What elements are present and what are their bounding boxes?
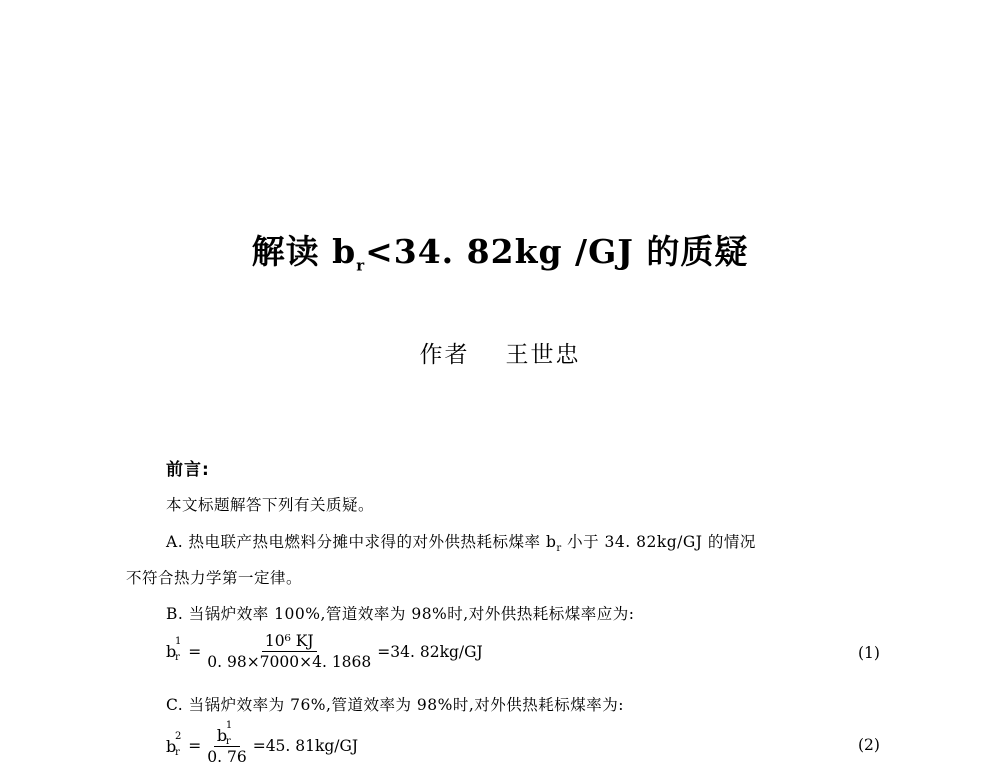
eq1-symbol: b 1 r (166, 636, 182, 663)
eq2-numerator: b 1 r (214, 726, 240, 747)
point-a-line1 (166, 530, 756, 554)
eq1-numerator: 10⁶ KJ (262, 632, 317, 652)
point-a-text-end: 小于 34. 82kg/GJ 的情况 (561, 533, 756, 551)
paper-title (0, 226, 1000, 275)
point-a-subscript: r (556, 543, 562, 555)
title-prefix: 解读 b (251, 232, 357, 271)
author-label: 作者 (419, 342, 470, 368)
point-a-line2: 不符合热力学第一定律。 (126, 569, 303, 587)
point-a-text: A. 热电联产热电燃料分摊中求得的对外供热耗标煤率 b (166, 533, 557, 551)
author-name: 王世忠 (505, 342, 581, 368)
eq2-fraction (204, 720, 249, 766)
point-b: B. 当锅炉效率 100%,管道效率为 98%时,对外供热耗标煤率应为: (166, 605, 635, 623)
author-line (0, 336, 1000, 369)
point-c: C. 当锅炉效率为 76%,管道效率为 98%时,对外供热耗标煤率为: (166, 696, 624, 714)
eq2-denominator: 0. 76 (207, 748, 247, 766)
equation-1-number: (1) (858, 644, 880, 662)
equation-1: b 1 r = $\frac{\text{10⁶ KJ}}{0. 98\times 7000\times 4. 1868}$ =34. 82kg/GJ (166, 632, 483, 671)
title-subscript: r (356, 256, 366, 275)
equation-2-number: (2) (858, 736, 880, 754)
eq1-denominator: 0. 98×7000×4. 1868 (207, 653, 372, 671)
eq2-symbol: b 2 r (166, 730, 182, 758)
title-suffix: <34. 82kg /GJ 的质疑 (365, 232, 749, 271)
eq1-fraction (204, 632, 374, 671)
eq2-result: =45. 81kg/GJ (252, 737, 359, 755)
preface-intro: 本文标题解答下列有关质疑。 (166, 496, 375, 514)
equation-2: b 2 r = b 1 r 0. 76 =45. 81kg/GJ (166, 720, 359, 766)
preface-heading: 前言: (166, 460, 210, 480)
eq1-result: =34. 82kg/GJ (377, 642, 483, 661)
